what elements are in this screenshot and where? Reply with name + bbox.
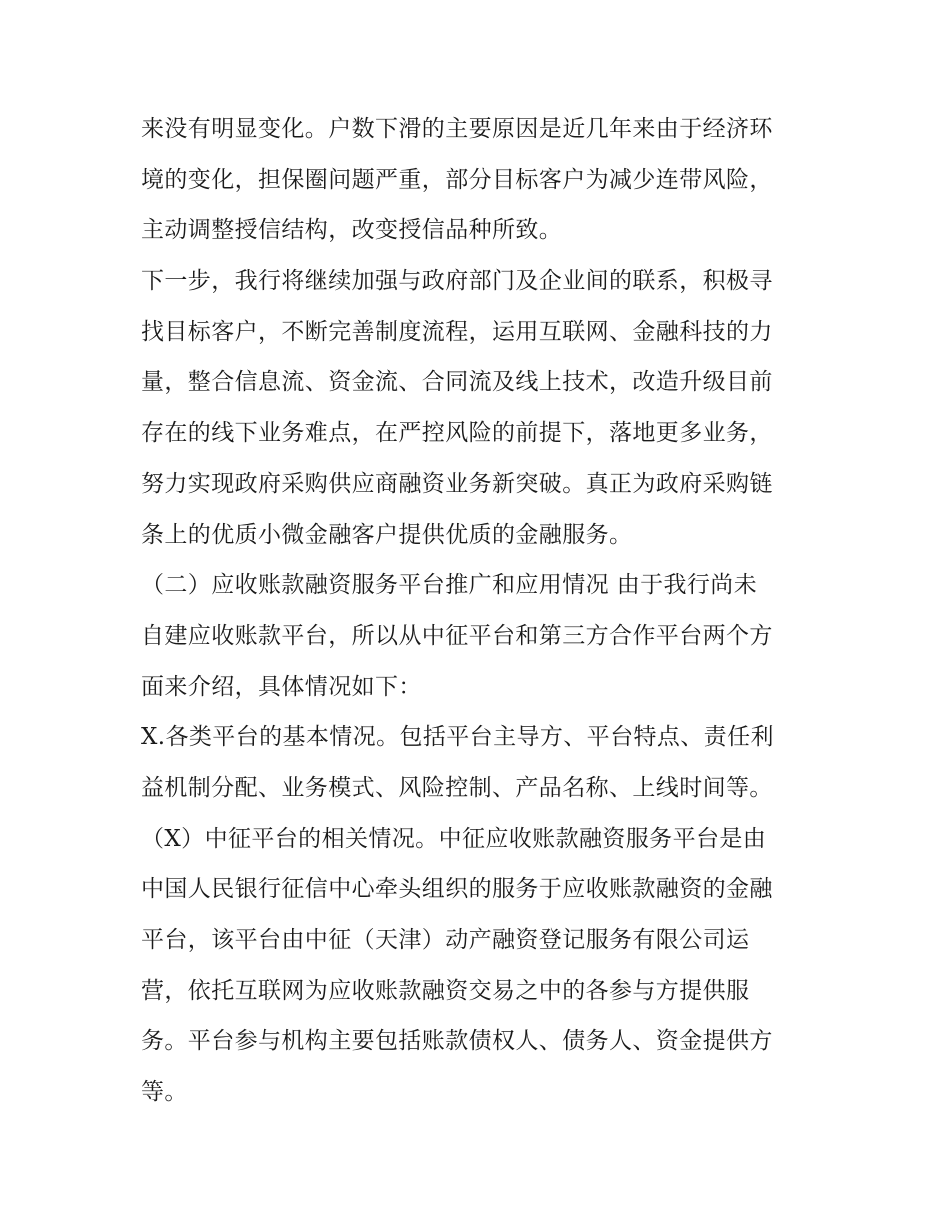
text-line: 找目标客户，不断完善制度流程，运用互联网、金融科技的力	[141, 318, 773, 345]
text-line: 来没有明显变化。户数下滑的主要原因是近几年来由于经济环	[141, 116, 773, 142]
text-line: 境的变化，担保圈问题严重，部分目标客户为减少连带风险，	[141, 166, 773, 193]
text-line: 营，依托互联网为应收账款融资交易之中的各参与方提供服	[141, 977, 750, 1004]
text-line: 下一步，我行将继续加强与政府部门及企业间的联系，积极寻	[141, 268, 773, 295]
subsection-line: （X）中征平台的相关情况。中征应收账款融资服务平台是由	[141, 825, 767, 852]
text-line: 平台，该平台由中征（天津）动产融资登记服务有限公司运	[141, 927, 750, 953]
text-line: 益机制分配、业务模式、风险控制、产品名称、上线时间等。	[141, 774, 773, 801]
text-line: 自建应收账款平台，所以从中征平台和第三方合作平台两个方	[141, 622, 773, 649]
text-line: 等。	[141, 1079, 188, 1106]
text-line: 主动调整授信结构，改变授信品种所致。	[141, 217, 563, 244]
text-line: 存在的线下业务难点，在严控风险的前提下，落地更多业务，	[141, 420, 773, 447]
text-line: 努力实现政府采购供应商融资业务新突破。真正为政府采购链	[141, 470, 773, 497]
text-line: 面来介绍，具体情况如下：	[141, 673, 422, 700]
section-heading-line: （二）应收账款融资服务平台推广和应用情况 由于我行尚未	[141, 572, 758, 599]
text-line: 中国人民银行征信中心牵头组织的服务于应收账款融资的金融	[141, 876, 773, 903]
text-line: 量，整合信息流、资金流、合同流及线上技术，改造升级目前	[141, 369, 773, 396]
list-item-line: X.各类平台的基本情况。包括平台主导方、平台特点、责任利	[141, 724, 774, 751]
body-text	[141, 104, 821, 1118]
text-line: 条上的优质小微金融客户提供优质的金融服务。	[141, 521, 633, 548]
text-line: 务。平台参与机构主要包括账款债权人、债务人、资金提供方	[141, 1028, 773, 1055]
